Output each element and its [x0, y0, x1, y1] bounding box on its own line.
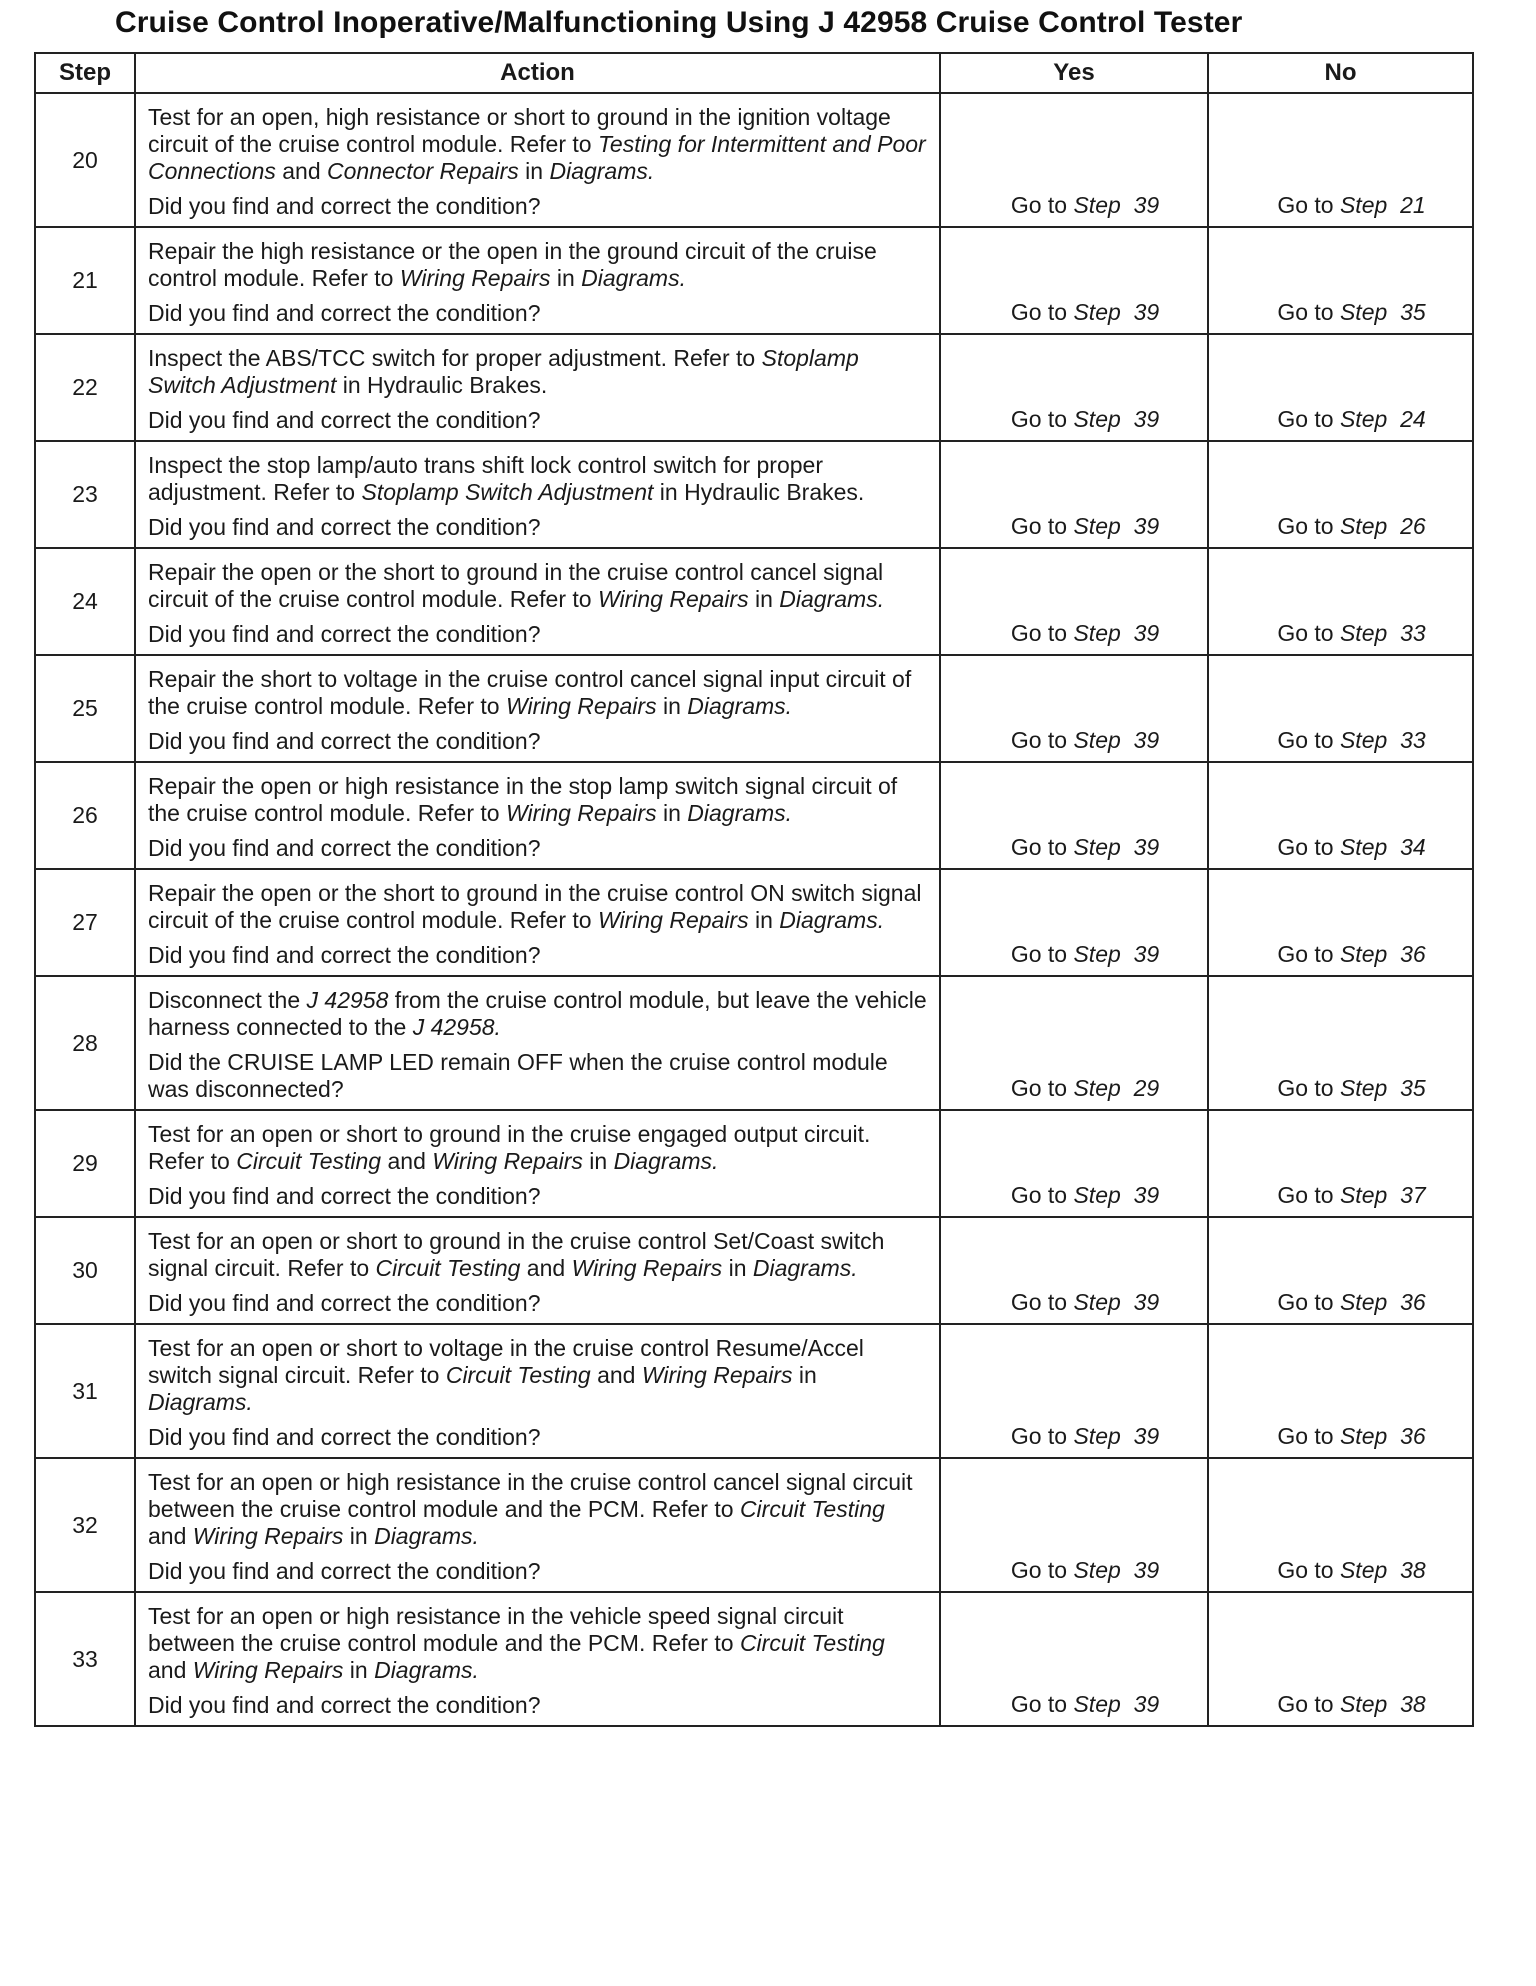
reference-text: Diagrams. — [549, 158, 655, 184]
action-cell — [135, 869, 940, 976]
goto-step-number: 33 — [1400, 727, 1426, 753]
goto-step-number: 38 — [1400, 1557, 1426, 1583]
goto-no — [1277, 727, 1425, 754]
yes-cell — [940, 1592, 1208, 1726]
goto-step-number: 29 — [1133, 1075, 1160, 1101]
action-text: in Hydraulic Brakes. — [653, 479, 865, 505]
step-number: 23 — [35, 441, 135, 548]
goto-yes — [1011, 406, 1159, 433]
action-question: Did you find and correct the condition? — [148, 1558, 541, 1584]
goto-step-word: Step — [1073, 1557, 1121, 1583]
table-row — [35, 869, 1473, 976]
goto-prefix: Go to — [1277, 727, 1334, 753]
table-row — [35, 227, 1473, 334]
no-cell — [1208, 93, 1473, 227]
action-description — [148, 1335, 927, 1416]
reference-text: Diagrams. — [148, 1389, 253, 1415]
goto-step-number: 39 — [1133, 727, 1160, 753]
action-cell — [135, 334, 940, 441]
reference-text: Wiring Repairs — [597, 586, 749, 612]
no-cell — [1208, 655, 1473, 762]
goto-step-number: 36 — [1400, 941, 1426, 967]
goto-prefix: Go to — [1277, 620, 1334, 646]
goto-no — [1277, 299, 1425, 326]
action-text: in — [748, 586, 780, 612]
goto-prefix: Go to — [1010, 513, 1068, 539]
goto-step-word: Step — [1339, 1691, 1388, 1717]
action-question: Did you find and correct the condition? — [148, 835, 541, 861]
table-row — [35, 1592, 1473, 1726]
goto-no — [1277, 1075, 1425, 1102]
no-cell — [1208, 1592, 1473, 1726]
goto-step-number: 39 — [1133, 620, 1160, 646]
step-number: 28 — [35, 976, 135, 1110]
reference-text: Diagrams. — [752, 1255, 858, 1281]
step-number: 24 — [35, 548, 135, 655]
reference-text: J 42958. — [412, 1014, 501, 1040]
action-description — [148, 666, 927, 720]
diagnostic-table — [34, 52, 1474, 1727]
action-description — [148, 559, 927, 613]
step-number: 32 — [35, 1458, 135, 1592]
action-text: in — [792, 1362, 817, 1388]
goto-yes — [1011, 620, 1159, 647]
action-text: and — [148, 1523, 193, 1549]
action-cell — [135, 93, 940, 227]
goto-prefix: Go to — [1010, 941, 1068, 967]
action-question: Did you find and correct the condition? — [148, 407, 541, 433]
reference-text: Wiring Repairs — [399, 265, 551, 291]
action-description — [148, 987, 927, 1041]
step-number: 25 — [35, 655, 135, 762]
action-description — [148, 345, 927, 399]
goto-prefix: Go to — [1277, 299, 1334, 325]
yes-cell — [940, 441, 1208, 548]
action-question: Did you find and correct the condition? — [148, 728, 541, 754]
action-cell — [135, 762, 940, 869]
goto-step-word: Step — [1339, 1423, 1388, 1449]
goto-step-word: Step — [1339, 406, 1388, 432]
action-text: Repair the open or high resistance in the stop lamp switch signal circuit of the cruise control module. Refer to — [148, 773, 898, 826]
action-text: in — [656, 800, 688, 826]
action-description — [148, 452, 927, 506]
action-cell — [135, 1592, 940, 1726]
goto-no — [1277, 1289, 1425, 1316]
goto-prefix: Go to — [1277, 1289, 1334, 1315]
goto-step-word: Step — [1073, 513, 1121, 539]
table-row — [35, 1110, 1473, 1217]
action-text: Disconnect the — [148, 987, 307, 1013]
goto-step-number: 33 — [1400, 620, 1426, 646]
goto-step-word: Step — [1073, 1289, 1121, 1315]
goto-prefix: Go to — [1277, 192, 1334, 218]
action-text: and — [148, 1657, 193, 1683]
action-text: Test for an open, high resistance or short to ground in the ignition voltage circuit of the cruise control module. Refer to — [148, 104, 891, 157]
no-cell — [1208, 1324, 1473, 1458]
action-text: Inspect the stop lamp/auto trans shift lock control switch for proper adjustment. Refer to — [148, 452, 823, 505]
goto-yes — [1011, 1691, 1159, 1718]
reference-text: Diagrams. — [613, 1148, 719, 1174]
goto-step-word: Step — [1339, 1289, 1388, 1315]
goto-step-number: 39 — [1133, 834, 1160, 860]
goto-step-number: 39 — [1133, 1182, 1160, 1208]
no-cell — [1208, 1217, 1473, 1324]
goto-prefix: Go to — [1277, 941, 1334, 967]
goto-yes — [1011, 1075, 1159, 1102]
action-text: and — [275, 158, 328, 184]
reference-text: Diagrams. — [779, 907, 885, 933]
goto-step-word: Step — [1339, 1557, 1388, 1583]
goto-yes — [1011, 1289, 1159, 1316]
action-text: and — [520, 1255, 572, 1281]
goto-step-word: Step — [1073, 1691, 1121, 1717]
goto-prefix: Go to — [1010, 1289, 1068, 1315]
action-text: Test for an open or high resistance in the cruise control cancel signal circuit between the cruise control module and the PCM. Refer to — [148, 1469, 913, 1522]
goto-step-word: Step — [1073, 727, 1121, 753]
goto-step-word: Step — [1073, 1182, 1121, 1208]
yes-cell — [940, 976, 1208, 1110]
action-cell — [135, 441, 940, 548]
reference-text: Circuit Testing — [236, 1148, 382, 1174]
no-cell — [1208, 762, 1473, 869]
goto-step-number: 39 — [1133, 1289, 1160, 1315]
goto-step-word: Step — [1073, 1423, 1121, 1449]
action-cell — [135, 227, 940, 334]
action-question: Did you find and correct the condition? — [148, 193, 541, 219]
yes-cell — [940, 1324, 1208, 1458]
action-cell — [135, 548, 940, 655]
goto-yes — [1011, 727, 1159, 754]
action-text: Repair the open or the short to ground in the cruise control cancel signal circuit of the cruise control module. Refer to — [148, 559, 884, 612]
action-question: Did the CRUISE LAMP LED remain OFF when the cruise control module was disconnected? — [148, 1049, 888, 1102]
goto-prefix: Go to — [1277, 1182, 1334, 1208]
action-text: Test for an open or short to ground in the cruise control Set/Coast switch signal circuit. Refer to — [148, 1228, 885, 1281]
step-number: 26 — [35, 762, 135, 869]
goto-prefix: Go to — [1277, 513, 1334, 539]
reference-text: Diagrams. — [687, 693, 793, 719]
reference-text: Circuit Testing — [739, 1630, 885, 1656]
table-row — [35, 1217, 1473, 1324]
table-body — [35, 93, 1473, 1726]
reference-text: Wiring Repairs — [597, 907, 749, 933]
action-description — [148, 1228, 927, 1282]
action-cell — [135, 1217, 940, 1324]
action-question: Did you find and correct the condition? — [148, 1290, 541, 1316]
reference-text: Stoplamp Switch Adjustment — [361, 479, 654, 505]
table-header-row — [35, 53, 1473, 93]
goto-no — [1277, 406, 1425, 433]
goto-prefix: Go to — [1010, 620, 1068, 646]
goto-prefix: Go to — [1010, 727, 1068, 753]
yes-cell — [940, 655, 1208, 762]
goto-prefix: Go to — [1010, 834, 1068, 860]
action-cell — [135, 1324, 940, 1458]
goto-step-number: 35 — [1400, 1075, 1426, 1101]
goto-no — [1277, 941, 1425, 968]
goto-step-word: Step — [1339, 299, 1388, 325]
action-description — [148, 104, 927, 185]
step-number: 29 — [35, 1110, 135, 1217]
action-cell — [135, 1110, 940, 1217]
reference-text: Diagrams. — [374, 1657, 479, 1683]
goto-no — [1277, 834, 1425, 861]
goto-no — [1277, 1691, 1425, 1718]
table-row — [35, 93, 1473, 227]
reference-text: J 42958 — [306, 987, 389, 1013]
reference-text: Diagrams. — [779, 586, 885, 612]
goto-yes — [1011, 834, 1159, 861]
action-question: Did you find and correct the condition? — [148, 514, 541, 540]
goto-step-number: 39 — [1133, 192, 1160, 218]
goto-prefix: Go to — [1277, 1075, 1334, 1101]
action-text: in Hydraulic Brakes. — [336, 372, 548, 398]
action-question: Did you find and correct the condition? — [148, 1183, 541, 1209]
action-text: Test for an open or short to ground in the cruise engaged output circuit. Refer to — [148, 1121, 871, 1174]
step-number: 33 — [35, 1592, 135, 1726]
yes-cell — [940, 227, 1208, 334]
goto-step-number: 39 — [1133, 1557, 1160, 1583]
reference-text: Circuit Testing — [739, 1496, 885, 1522]
reference-text: Diagrams. — [687, 800, 793, 826]
step-number: 31 — [35, 1324, 135, 1458]
goto-prefix: Go to — [1010, 1557, 1068, 1583]
goto-step-number: 37 — [1400, 1182, 1426, 1208]
goto-step-word: Step — [1339, 192, 1388, 218]
goto-step-word: Step — [1339, 1075, 1388, 1101]
goto-step-number: 21 — [1400, 192, 1426, 218]
goto-step-word: Step — [1339, 727, 1388, 753]
action-text: in — [582, 1148, 614, 1174]
goto-prefix: Go to — [1010, 1423, 1068, 1449]
action-description — [148, 1121, 927, 1175]
action-cell — [135, 1458, 940, 1592]
goto-step-word: Step — [1073, 941, 1121, 967]
table-row — [35, 548, 1473, 655]
yes-cell — [940, 869, 1208, 976]
reference-text: Wiring Repairs — [192, 1523, 344, 1549]
action-description — [148, 1603, 927, 1684]
goto-step-number: 39 — [1133, 513, 1160, 539]
action-text: from the cruise control module, but leave the vehicle harness connected to the — [148, 987, 927, 1040]
goto-step-word: Step — [1339, 513, 1388, 539]
no-cell — [1208, 1110, 1473, 1217]
goto-step-number: 34 — [1400, 834, 1426, 860]
goto-prefix: Go to — [1277, 406, 1334, 432]
goto-step-word: Step — [1073, 299, 1121, 325]
goto-step-word: Step — [1339, 941, 1388, 967]
goto-no — [1277, 192, 1425, 219]
header-yes: Yes — [940, 53, 1208, 93]
goto-step-number: 35 — [1400, 299, 1426, 325]
action-description — [148, 1469, 927, 1550]
yes-cell — [940, 334, 1208, 441]
action-text: Repair the open or the short to ground in the cruise control ON switch signal circuit of the cruise control module. Refer to — [148, 880, 922, 933]
action-description — [148, 773, 927, 827]
goto-step-number: 38 — [1400, 1691, 1426, 1717]
goto-no — [1277, 1423, 1425, 1450]
step-number: 30 — [35, 1217, 135, 1324]
action-cell — [135, 655, 940, 762]
goto-prefix: Go to — [1010, 192, 1068, 218]
goto-step-word: Step — [1073, 1075, 1121, 1101]
yes-cell — [940, 93, 1208, 227]
reference-text: Circuit Testing — [445, 1362, 591, 1388]
goto-step-word: Step — [1339, 1182, 1388, 1208]
reference-text: Wiring Repairs — [432, 1148, 583, 1174]
goto-no — [1277, 620, 1425, 647]
goto-step-word: Step — [1073, 192, 1121, 218]
no-cell — [1208, 548, 1473, 655]
goto-no — [1277, 1182, 1425, 1209]
goto-prefix: Go to — [1010, 1075, 1068, 1101]
yes-cell — [940, 762, 1208, 869]
goto-step-number: 36 — [1400, 1289, 1426, 1315]
action-question: Did you find and correct the condition? — [148, 300, 541, 326]
goto-step-number: 36 — [1400, 1423, 1426, 1449]
step-number: 21 — [35, 227, 135, 334]
goto-no — [1277, 513, 1425, 540]
step-number: 22 — [35, 334, 135, 441]
reference-text: Wiring Repairs — [192, 1657, 344, 1683]
goto-yes — [1011, 1423, 1159, 1450]
goto-step-number: 39 — [1133, 941, 1160, 967]
header-no: No — [1208, 53, 1473, 93]
goto-prefix: Go to — [1277, 1691, 1334, 1717]
goto-yes — [1011, 1182, 1159, 1209]
action-text: Repair the short to voltage in the cruise control cancel signal input circuit of the cruise control module. Refer to — [148, 666, 912, 719]
no-cell — [1208, 334, 1473, 441]
reference-text: Connector Repairs — [327, 158, 519, 184]
goto-yes — [1011, 513, 1159, 540]
yes-cell — [940, 1217, 1208, 1324]
goto-step-word: Step — [1339, 620, 1388, 646]
goto-step-number: 24 — [1400, 406, 1426, 432]
goto-prefix: Go to — [1277, 834, 1334, 860]
yes-cell — [940, 1110, 1208, 1217]
goto-step-word: Step — [1339, 834, 1388, 860]
reference-text: Wiring Repairs — [505, 693, 657, 719]
goto-yes — [1011, 941, 1159, 968]
goto-step-word: Step — [1073, 620, 1121, 646]
action-description — [148, 880, 927, 934]
action-text: Test for an open or high resistance in the vehicle speed signal circuit between the cruise control module and the PCM. Refer to — [148, 1603, 844, 1656]
table-row — [35, 762, 1473, 869]
action-text: in — [722, 1255, 753, 1281]
goto-step-word: Step — [1073, 834, 1121, 860]
reference-text: Diagrams. — [374, 1523, 479, 1549]
no-cell — [1208, 869, 1473, 976]
step-number: 20 — [35, 93, 135, 227]
action-question: Did you find and correct the condition? — [148, 1692, 541, 1718]
action-text: in — [518, 158, 550, 184]
action-text: Test for an open or short to voltage in the cruise control Resume/Accel switch signal circuit. Refer to — [148, 1335, 864, 1388]
action-text: in — [656, 693, 688, 719]
action-text: Inspect the ABS/TCC switch for proper adjustment. Refer to — [148, 345, 762, 371]
action-cell — [135, 976, 940, 1110]
step-number: 27 — [35, 869, 135, 976]
table-row — [35, 334, 1473, 441]
page-title: Cruise Control Inoperative/Malfunctioning Using J 42958 Cruise Control Tester — [115, 6, 1243, 39]
goto-step-word: Step — [1073, 406, 1121, 432]
action-text: in — [343, 1523, 375, 1549]
action-question: Did you find and correct the condition? — [148, 1424, 541, 1450]
goto-yes — [1011, 1557, 1159, 1584]
table-row — [35, 655, 1473, 762]
action-text: and — [381, 1148, 433, 1174]
goto-step-number: 39 — [1133, 299, 1160, 325]
goto-prefix: Go to — [1010, 1182, 1068, 1208]
action-question: Did you find and correct the condition? — [148, 621, 541, 647]
goto-step-number: 39 — [1133, 1691, 1160, 1717]
yes-cell — [940, 1458, 1208, 1592]
header-action: Action — [135, 53, 940, 93]
yes-cell — [940, 548, 1208, 655]
goto-yes — [1011, 192, 1159, 219]
action-question: Did you find and correct the condition? — [148, 942, 541, 968]
goto-step-number: 39 — [1133, 1423, 1160, 1449]
table-row — [35, 1324, 1473, 1458]
action-text: and — [590, 1362, 642, 1388]
table-row — [35, 976, 1473, 1110]
action-text: in — [343, 1657, 375, 1683]
reference-text: Stoplamp Switch Adjustment — [148, 345, 859, 398]
goto-step-number: 39 — [1133, 406, 1160, 432]
reference-text: Circuit Testing — [375, 1255, 521, 1281]
action-description — [148, 238, 927, 292]
reference-text: Wiring Repairs — [505, 800, 657, 826]
reference-text: Wiring Repairs — [571, 1255, 723, 1281]
reference-text: Testing for Intermittent and Poor Connections — [148, 131, 926, 184]
table-row — [35, 441, 1473, 548]
action-text: in — [748, 907, 780, 933]
action-text: Repair the high resistance or the open in the ground circuit of the cruise control module. Refer to — [148, 238, 877, 291]
header-step: Step — [35, 53, 135, 93]
no-cell — [1208, 976, 1473, 1110]
reference-text: Diagrams. — [581, 265, 686, 291]
no-cell — [1208, 441, 1473, 548]
goto-prefix: Go to — [1277, 1557, 1334, 1583]
goto-no — [1277, 1557, 1425, 1584]
goto-yes — [1011, 299, 1159, 326]
no-cell — [1208, 1458, 1473, 1592]
reference-text: Wiring Repairs — [641, 1362, 793, 1388]
goto-prefix: Go to — [1277, 1423, 1334, 1449]
goto-prefix: Go to — [1010, 406, 1068, 432]
no-cell — [1208, 227, 1473, 334]
goto-prefix: Go to — [1010, 1691, 1068, 1717]
goto-prefix: Go to — [1010, 299, 1068, 325]
table-row — [35, 1458, 1473, 1592]
action-text: in — [550, 265, 582, 291]
goto-step-number: 26 — [1400, 513, 1426, 539]
